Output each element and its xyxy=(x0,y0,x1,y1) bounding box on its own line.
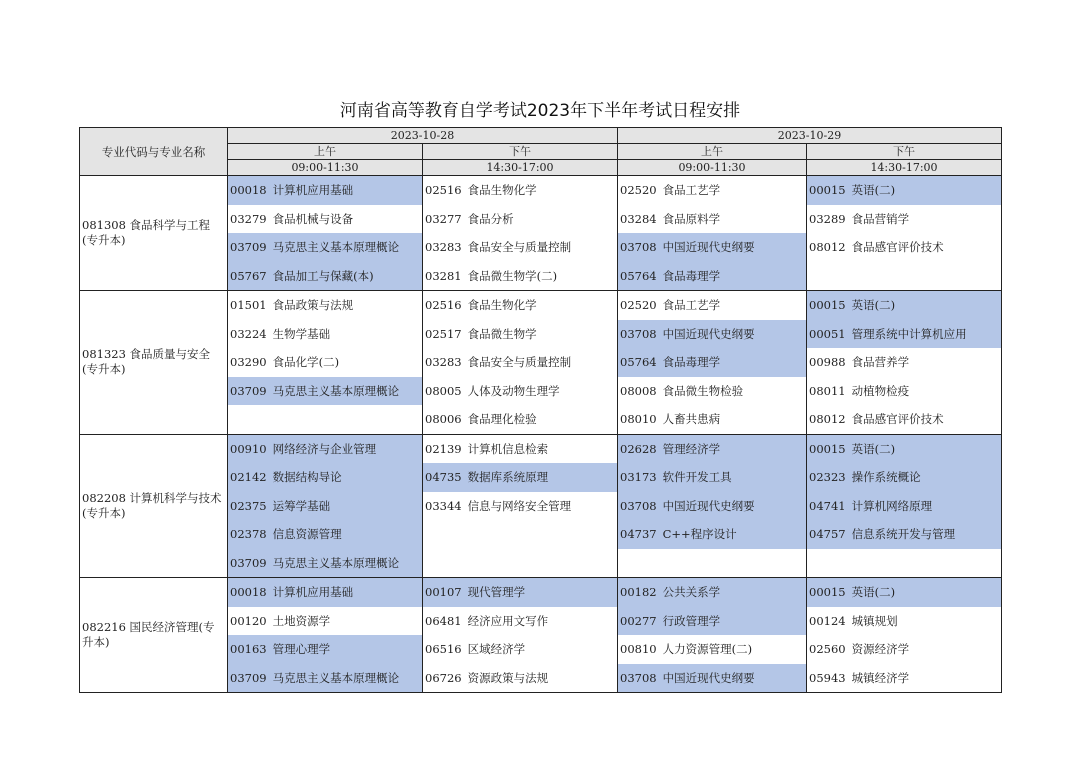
time-header: 09:00-11:30 xyxy=(228,160,423,176)
session-cell xyxy=(807,578,1002,693)
course-code: 02139 xyxy=(425,441,462,456)
course-name: 资源经济学 xyxy=(851,642,910,656)
course-entry xyxy=(807,635,1001,664)
course-name: 食品化学(二) xyxy=(272,355,340,369)
course-entry xyxy=(228,578,422,607)
course-entry xyxy=(423,348,617,377)
course-name: 计算机应用基础 xyxy=(272,585,354,599)
course-name: 英语(二) xyxy=(851,298,896,312)
course-entry xyxy=(618,435,806,464)
course-name: 马克思主义基本原理概论 xyxy=(272,670,400,685)
major-row xyxy=(80,176,1002,291)
course-code: 08010 xyxy=(620,412,657,426)
course-entry xyxy=(807,205,1001,234)
course-name: 计算机信息检索 xyxy=(467,441,549,456)
page-title: 河南省高等教育自学考试2023年下半年考试日程安排 xyxy=(339,101,741,121)
course-code: 05767 xyxy=(230,268,267,283)
course-entry xyxy=(423,463,617,492)
course-code: 06726 xyxy=(425,670,462,685)
course-name: 计算机网络原理 xyxy=(851,498,933,513)
course-name: 马克思主义基本原理概论 xyxy=(272,240,400,254)
course-entry xyxy=(807,578,1001,607)
course-entry xyxy=(807,176,1001,205)
major-row xyxy=(80,578,1002,693)
course-name: 食品安全与质量控制 xyxy=(467,355,572,369)
session-header: 上午 xyxy=(618,144,807,160)
course-entry xyxy=(228,233,422,262)
course-entry xyxy=(618,320,806,349)
course-entry xyxy=(618,405,806,434)
course-code: 03709 xyxy=(230,555,267,570)
course-name: 管理经济学 xyxy=(662,441,721,456)
course-code: 00015 xyxy=(809,183,846,197)
date-header: 2023-10-29 xyxy=(618,128,1002,144)
session-cell xyxy=(228,434,423,578)
date-header: 2023-10-28 xyxy=(228,128,618,144)
course-entry xyxy=(228,291,422,320)
course-code: 00182 xyxy=(620,585,657,599)
course-entry xyxy=(807,233,1001,262)
course-code: 02520 xyxy=(620,298,657,312)
course-entry xyxy=(618,262,806,291)
course-entry xyxy=(618,492,806,521)
course-entry xyxy=(423,377,617,406)
course-code: 00015 xyxy=(809,298,846,312)
session-header: 下午 xyxy=(423,144,618,160)
course-entry xyxy=(618,607,806,636)
course-name: 食品毒理学 xyxy=(662,268,721,283)
course-name: 人畜共患病 xyxy=(662,412,721,426)
course-code: 08005 xyxy=(425,383,462,398)
course-name: C++程序设计 xyxy=(662,527,737,541)
course-code: 03224 xyxy=(230,326,267,341)
course-name: 马克思主义基本原理概论 xyxy=(272,555,400,570)
course-entry xyxy=(228,463,422,492)
course-name: 经济应用文写作 xyxy=(467,613,549,628)
course-code: 02517 xyxy=(425,326,462,341)
course-entry xyxy=(807,348,1001,377)
course-code: 08011 xyxy=(809,383,846,398)
course-code: 03344 xyxy=(425,498,462,513)
course-code: 00051 xyxy=(809,326,846,341)
course-code: 03709 xyxy=(230,383,267,398)
course-name: 中国近现代史纲要 xyxy=(662,240,755,254)
course-entry xyxy=(228,377,422,406)
session-cell xyxy=(618,434,807,578)
course-code: 03283 xyxy=(425,240,462,254)
course-entry xyxy=(807,377,1001,406)
course-name: 信息资源管理 xyxy=(272,527,342,541)
course-name: 信息与网络安全管理 xyxy=(467,498,572,513)
course-code: 05943 xyxy=(809,670,846,685)
course-code: 02375 xyxy=(230,498,267,513)
course-name: 生物学基础 xyxy=(272,326,331,341)
course-code: 00810 xyxy=(620,642,657,656)
session-cell xyxy=(423,578,618,693)
course-entry xyxy=(618,578,806,607)
session-cell xyxy=(423,434,618,578)
course-entry xyxy=(228,348,422,377)
course-name: 食品安全与质量控制 xyxy=(467,240,572,254)
course-entry xyxy=(228,435,422,464)
course-code: 02516 xyxy=(425,183,462,197)
course-code: 03277 xyxy=(425,211,462,226)
course-code: 00163 xyxy=(230,642,267,656)
course-entry xyxy=(423,262,617,291)
course-name: 公共关系学 xyxy=(662,585,721,599)
course-name: 食品感官评价技术 xyxy=(851,240,944,254)
course-name: 中国近现代史纲要 xyxy=(662,670,755,685)
course-entry xyxy=(423,291,617,320)
course-entry xyxy=(618,291,806,320)
course-code: 03283 xyxy=(425,355,462,369)
course-name: 行政管理学 xyxy=(662,613,721,628)
course-name: 食品分析 xyxy=(467,211,514,226)
course-code: 02142 xyxy=(230,470,267,484)
course-name: 资源政策与法规 xyxy=(467,670,549,685)
course-entry xyxy=(807,607,1001,636)
session-header: 上午 xyxy=(228,144,423,160)
course-code: 03289 xyxy=(809,211,846,226)
course-name: 食品工艺学 xyxy=(662,298,721,312)
course-code: 04735 xyxy=(425,470,462,484)
course-code: 03709 xyxy=(230,240,267,254)
time-header: 09:00-11:30 xyxy=(618,160,807,176)
course-name: 食品感官评价技术 xyxy=(851,412,944,426)
course-name: 食品加工与保藏(本) xyxy=(272,268,374,283)
course-entry xyxy=(807,463,1001,492)
course-entry xyxy=(807,405,1001,434)
course-code: 00124 xyxy=(809,613,846,628)
course-code: 08008 xyxy=(620,383,657,398)
session-cell xyxy=(807,434,1002,578)
course-name: 英语(二) xyxy=(851,585,896,599)
course-code: 04741 xyxy=(809,498,846,513)
course-code: 05764 xyxy=(620,355,657,369)
course-entry xyxy=(228,549,422,578)
course-entry xyxy=(618,205,806,234)
course-code: 03708 xyxy=(620,326,657,341)
session-header: 下午 xyxy=(807,144,1002,160)
course-entry xyxy=(618,664,806,693)
course-code: 03709 xyxy=(230,670,267,685)
course-name: 城镇经济学 xyxy=(851,670,910,685)
course-code: 01501 xyxy=(230,298,267,312)
course-name: 数据库系统原理 xyxy=(467,470,549,484)
major-row xyxy=(80,434,1002,578)
course-name: 现代管理学 xyxy=(467,585,526,599)
course-name: 城镇规划 xyxy=(851,613,898,628)
course-code: 00120 xyxy=(230,613,267,628)
course-entry xyxy=(228,520,422,549)
course-entry xyxy=(423,233,617,262)
session-cell xyxy=(423,291,618,435)
course-entry xyxy=(423,205,617,234)
course-code: 02378 xyxy=(230,527,267,541)
course-code: 04737 xyxy=(620,527,657,541)
course-entry xyxy=(807,520,1001,549)
course-code: 00988 xyxy=(809,355,846,369)
course-code: 03284 xyxy=(620,211,657,226)
course-entry xyxy=(423,635,617,664)
course-name: 软件开发工具 xyxy=(662,470,732,484)
course-code: 02323 xyxy=(809,470,846,484)
course-entry xyxy=(807,492,1001,521)
course-code: 02516 xyxy=(425,298,462,312)
course-code: 00107 xyxy=(425,585,462,599)
course-code: 02628 xyxy=(620,441,657,456)
course-name: 信息系统开发与管理 xyxy=(851,527,956,541)
course-code: 08012 xyxy=(809,240,846,254)
course-entry xyxy=(423,578,617,607)
session-cell xyxy=(807,291,1002,435)
course-entry xyxy=(228,176,422,205)
exam-schedule-table xyxy=(79,127,1002,693)
course-name: 人体及动物生理学 xyxy=(467,383,560,398)
course-entry xyxy=(618,176,806,205)
course-name: 管理系统中计算机应用 xyxy=(851,326,967,341)
course-entry xyxy=(423,492,617,521)
course-name: 运筹学基础 xyxy=(272,498,331,513)
course-entry xyxy=(618,377,806,406)
session-cell xyxy=(618,176,807,291)
time-header: 14:30-17:00 xyxy=(423,160,618,176)
course-code: 03281 xyxy=(425,268,462,283)
course-entry xyxy=(228,205,422,234)
course-entry xyxy=(228,664,422,693)
course-name: 食品政策与法规 xyxy=(272,298,354,312)
course-name: 食品营养学 xyxy=(851,355,910,369)
course-code: 00018 xyxy=(230,585,267,599)
course-name: 食品机械与设备 xyxy=(272,211,354,226)
major-column-header: 专业代码与专业名称 xyxy=(80,128,228,176)
course-entry xyxy=(423,405,617,434)
course-code: 00277 xyxy=(620,613,657,628)
course-name: 人力资源管理(二) xyxy=(662,642,753,656)
course-code: 05764 xyxy=(620,268,657,283)
course-entry xyxy=(807,320,1001,349)
course-name: 食品毒理学 xyxy=(662,355,721,369)
course-entry xyxy=(807,664,1001,693)
course-code: 03708 xyxy=(620,498,657,513)
course-entry xyxy=(228,492,422,521)
course-name: 中国近现代史纲要 xyxy=(662,498,755,513)
course-code: 04757 xyxy=(809,527,846,541)
course-name: 管理心理学 xyxy=(272,642,331,656)
course-name: 英语(二) xyxy=(851,183,896,197)
course-code: 08006 xyxy=(425,412,462,426)
course-code: 00015 xyxy=(809,585,846,599)
course-entry xyxy=(618,233,806,262)
course-name: 食品工艺学 xyxy=(662,183,721,197)
time-header: 14:30-17:00 xyxy=(807,160,1002,176)
course-name: 食品原料学 xyxy=(662,211,721,226)
course-code: 00910 xyxy=(230,441,267,456)
course-code: 08012 xyxy=(809,412,846,426)
course-entry xyxy=(423,320,617,349)
course-entry xyxy=(807,291,1001,320)
session-cell xyxy=(618,291,807,435)
course-name: 数据结构导论 xyxy=(272,470,342,484)
major-row xyxy=(80,291,1002,435)
course-code: 02560 xyxy=(809,642,846,656)
course-name: 食品营销学 xyxy=(851,211,910,226)
major-name: 082208 计算机科学与技术(专升本) xyxy=(80,434,228,578)
course-code: 00018 xyxy=(230,183,267,197)
major-name: 081308 食品科学与工程(专升本) xyxy=(80,176,228,291)
course-code: 06516 xyxy=(425,642,462,656)
course-entry xyxy=(423,607,617,636)
session-cell xyxy=(807,176,1002,291)
course-code: 03279 xyxy=(230,211,267,226)
major-name: 081323 食品质量与安全(专升本) xyxy=(80,291,228,435)
course-entry xyxy=(228,607,422,636)
course-name: 食品生物化学 xyxy=(467,183,537,197)
session-cell xyxy=(228,578,423,693)
session-cell xyxy=(423,176,618,291)
course-code: 00015 xyxy=(809,441,846,456)
course-code: 02520 xyxy=(620,183,657,197)
course-entry xyxy=(618,348,806,377)
course-entry xyxy=(423,435,617,464)
course-name: 操作系统概论 xyxy=(851,470,921,484)
course-entry xyxy=(423,176,617,205)
course-entry xyxy=(618,635,806,664)
course-name: 食品理化检验 xyxy=(467,412,537,426)
course-code: 03173 xyxy=(620,470,657,484)
course-name: 马克思主义基本原理概论 xyxy=(272,383,400,398)
course-name: 食品生物化学 xyxy=(467,298,537,312)
course-name: 食品微生物学 xyxy=(467,326,537,341)
course-code: 03708 xyxy=(620,240,657,254)
major-name: 082216 国民经济管理(专升本) xyxy=(80,578,228,693)
course-name: 土地资源学 xyxy=(272,613,331,628)
course-name: 中国近现代史纲要 xyxy=(662,326,755,341)
course-name: 网络经济与企业管理 xyxy=(272,441,377,456)
course-entry xyxy=(807,435,1001,464)
course-entry xyxy=(228,635,422,664)
course-code: 03708 xyxy=(620,670,657,685)
course-code: 06481 xyxy=(425,613,462,628)
course-name: 动植物检疫 xyxy=(851,383,910,398)
course-name: 计算机应用基础 xyxy=(272,183,354,197)
course-entry xyxy=(618,520,806,549)
course-name: 食品微生物检验 xyxy=(662,383,744,398)
session-cell xyxy=(228,176,423,291)
course-code: 03290 xyxy=(230,355,267,369)
course-entry xyxy=(228,262,422,291)
course-name: 食品微生物学(二) xyxy=(467,268,558,283)
course-name: 英语(二) xyxy=(851,441,896,456)
session-cell xyxy=(618,578,807,693)
course-name: 区域经济学 xyxy=(467,642,526,656)
course-entry xyxy=(423,664,617,693)
course-entry xyxy=(618,463,806,492)
course-entry xyxy=(228,320,422,349)
session-cell xyxy=(228,291,423,435)
